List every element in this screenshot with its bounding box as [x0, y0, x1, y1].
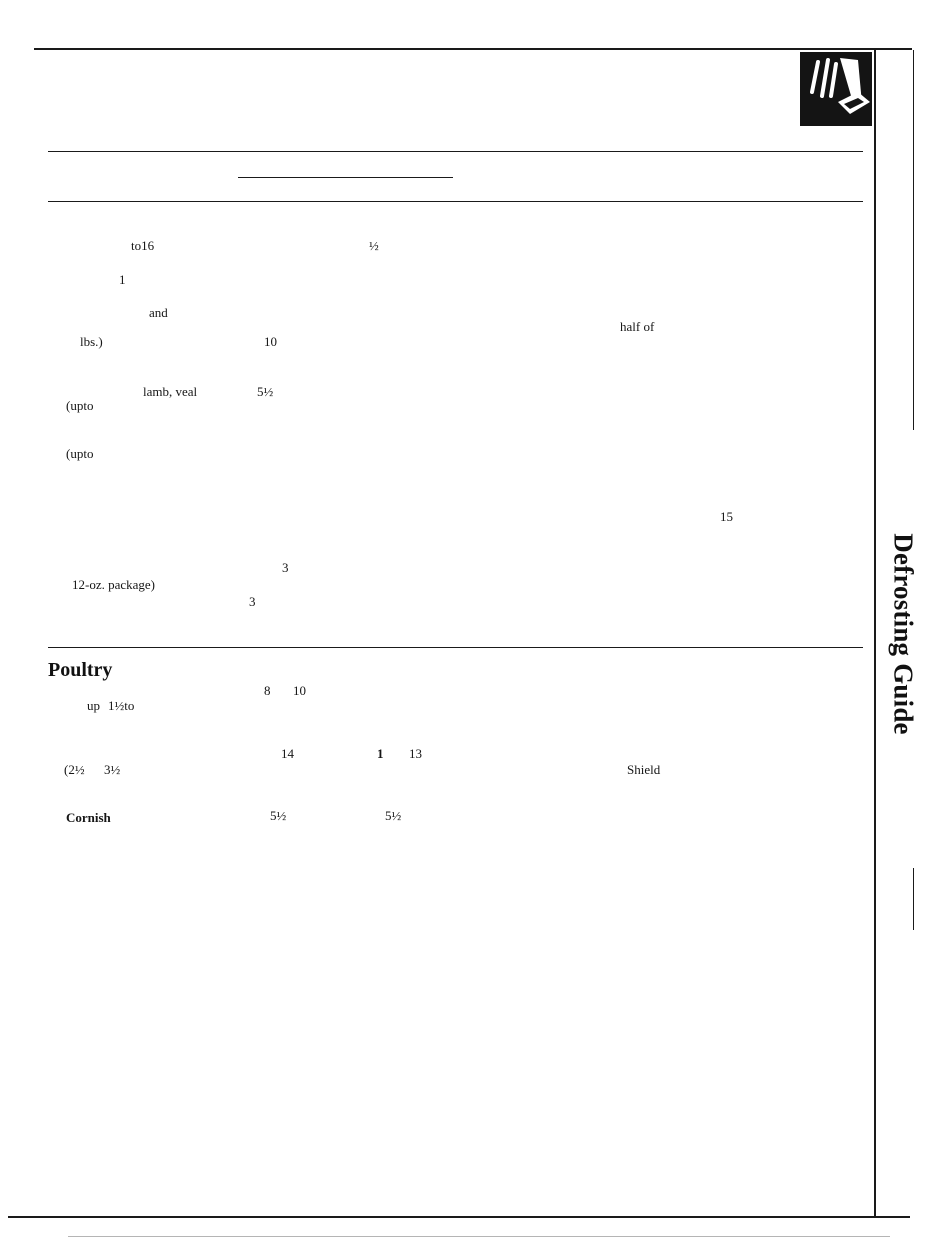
footer-hairline	[68, 1236, 890, 1237]
table-fragment: 1	[119, 272, 126, 287]
table-fragment: Shield	[627, 762, 661, 777]
table-fragment: Cornish	[66, 810, 111, 825]
table-fragment: 3	[282, 560, 289, 575]
poultry-heading: Poultry	[48, 659, 113, 681]
table-fragment: 12-oz. package)	[72, 577, 156, 592]
table-fragment: (upto	[66, 398, 94, 413]
table-fragment: half of	[620, 319, 655, 334]
edge-tick-upper	[913, 50, 914, 430]
table-fragment: 10	[293, 683, 306, 698]
table-fragment: 13	[409, 746, 422, 761]
table-fragment: 14	[281, 746, 294, 761]
edge-tick-lower	[913, 868, 914, 930]
table-fragment: lbs.)	[80, 334, 103, 349]
table-fragment: 1	[377, 746, 384, 761]
table-fragment: (upto	[66, 446, 94, 461]
table-fragment: 1½to	[108, 698, 135, 713]
margin-vertical-rule	[874, 48, 876, 1216]
table-fragment: ½	[369, 238, 379, 253]
table-fragment: 5½	[385, 808, 402, 823]
top-rule	[34, 48, 912, 50]
table-fragment: 15	[720, 509, 733, 524]
table-fragment: (2½	[64, 762, 85, 777]
table-fragment: lamb, veal	[143, 384, 198, 399]
table-fragment: up	[87, 698, 100, 713]
bottom-rule	[8, 1216, 910, 1218]
table-fragment: 10	[264, 334, 277, 349]
section-tab-title: Defrosting Guide	[888, 533, 919, 735]
section-divider-rule	[48, 647, 863, 648]
table-fragment: to16	[131, 238, 155, 253]
header-rule-upper	[48, 151, 863, 152]
header-title-underline	[238, 177, 453, 178]
table-fragment: 3½	[104, 762, 121, 777]
header-rule-lower	[48, 201, 863, 202]
table-fragment: and	[149, 305, 168, 320]
table-fragment: 8	[264, 683, 271, 698]
table-fragment: 3	[249, 594, 256, 609]
table-fragment: 5½	[257, 384, 274, 399]
hand-pressing-touchpad-icon	[800, 52, 872, 126]
table-fragment: 5½	[270, 808, 287, 823]
